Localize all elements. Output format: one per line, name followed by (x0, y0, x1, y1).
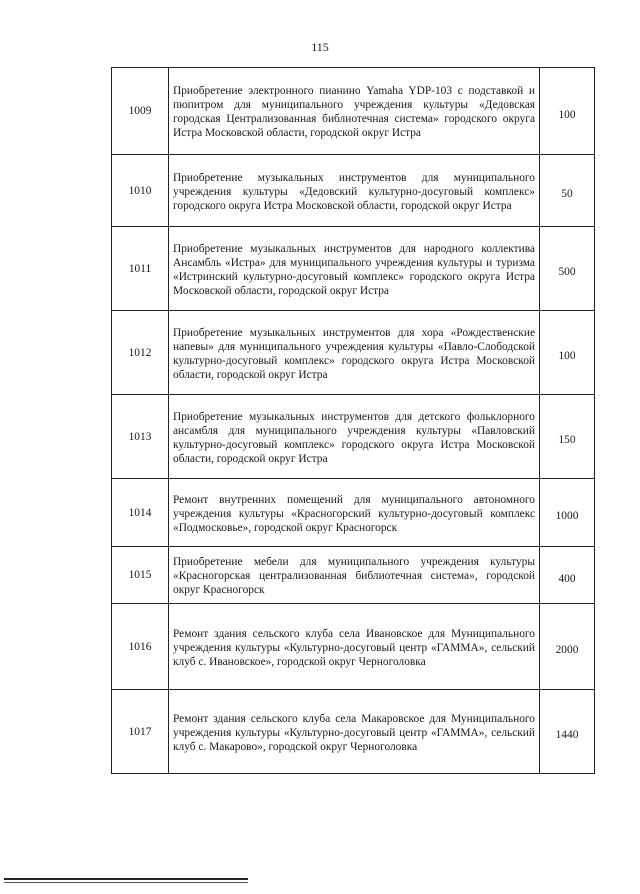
row-number: 1009 (112, 68, 169, 155)
row-amount: 2000 (540, 604, 595, 690)
table-row (112, 690, 595, 774)
row-number: 1013 (112, 395, 169, 479)
row-number: 1017 (112, 690, 169, 774)
row-number: 1014 (112, 479, 169, 547)
table-row (112, 547, 595, 604)
table-row (112, 395, 595, 479)
row-description: Приобретение музыкальных инструментов для народного коллектива Ансамбль «Истра» для муниципального учреждения культуры и туризма «Истринский культурно-досуговый комплекс» городского округа Истра Московской области, городской округ Истра (169, 227, 540, 311)
table-row (112, 311, 595, 395)
table-row (112, 227, 595, 311)
row-number: 1016 (112, 604, 169, 690)
row-number: 1010 (112, 155, 169, 227)
row-number: 1012 (112, 311, 169, 395)
row-description: Ремонт здания сельского клуба села Макаровское для Муниципального учреждения культуры «Культурно-досуговый центр «ГАММА», сельский клуб с. Макарово», городской округ Черноголовка (169, 690, 540, 774)
row-amount: 50 (540, 155, 595, 227)
table-row (112, 155, 595, 227)
row-amount: 1000 (540, 479, 595, 547)
table-row (112, 68, 595, 155)
funding-table (111, 67, 595, 774)
page-number: 115 (311, 40, 329, 54)
row-amount: 150 (540, 395, 595, 479)
row-description: Приобретение музыкальных инструментов для хора «Рождественские напевы» для муниципального учреждения культуры «Павло-Слободской культурно-досуговый комплекс» городского округа Истра Московской области, городской округ Истра (169, 311, 540, 395)
row-amount: 100 (540, 311, 595, 395)
row-amount: 100 (540, 68, 595, 155)
row-description: Приобретение мебели для муниципального учреждения культуры «Красногорская централизованная библиотечная система», городской округ Красногорск (169, 547, 540, 604)
row-number: 1011 (112, 227, 169, 311)
table-row (112, 479, 595, 547)
row-amount: 400 (540, 547, 595, 604)
row-amount: 1440 (540, 690, 595, 774)
row-description: Приобретение музыкальных инструментов для муниципального учреждения культуры «Дедовский культурно-досуговый комплекс» городского округа Истра Московской области, городской округ Истра (169, 155, 540, 227)
row-number: 1015 (112, 547, 169, 604)
row-description: Приобретение электронного пианино Yamaha YDP-103 с подставкой и пюпитром для муниципального учреждения культуры «Дедовская городская Централизованная библиотечная система» городского округа Истра Московской области, городской округ Истра (169, 68, 540, 155)
footer-rule (4, 878, 248, 880)
row-description: Ремонт здания сельского клуба села Ивановское для Муниципального учреждения культуры «Культурно-досуговый центр «ГАММА», сельский клуб с. Ивановское», городской округ Черноголовка (169, 604, 540, 690)
row-description: Ремонт внутренних помещений для муниципального автономного учреждения культуры «Красногорский культурно-досуговый комплекс «Подмосковье», городской округ Красногорск (169, 479, 540, 547)
row-amount: 500 (540, 227, 595, 311)
table-row (112, 604, 595, 690)
row-description: Приобретение музыкальных инструментов для детского фольклорного ансамбля для муниципального учреждения культуры «Павловский культурно-досуговый комплекс» городского округа Истра Московской области, городской округ Истра (169, 395, 540, 479)
footer-rule-secondary (4, 882, 248, 883)
